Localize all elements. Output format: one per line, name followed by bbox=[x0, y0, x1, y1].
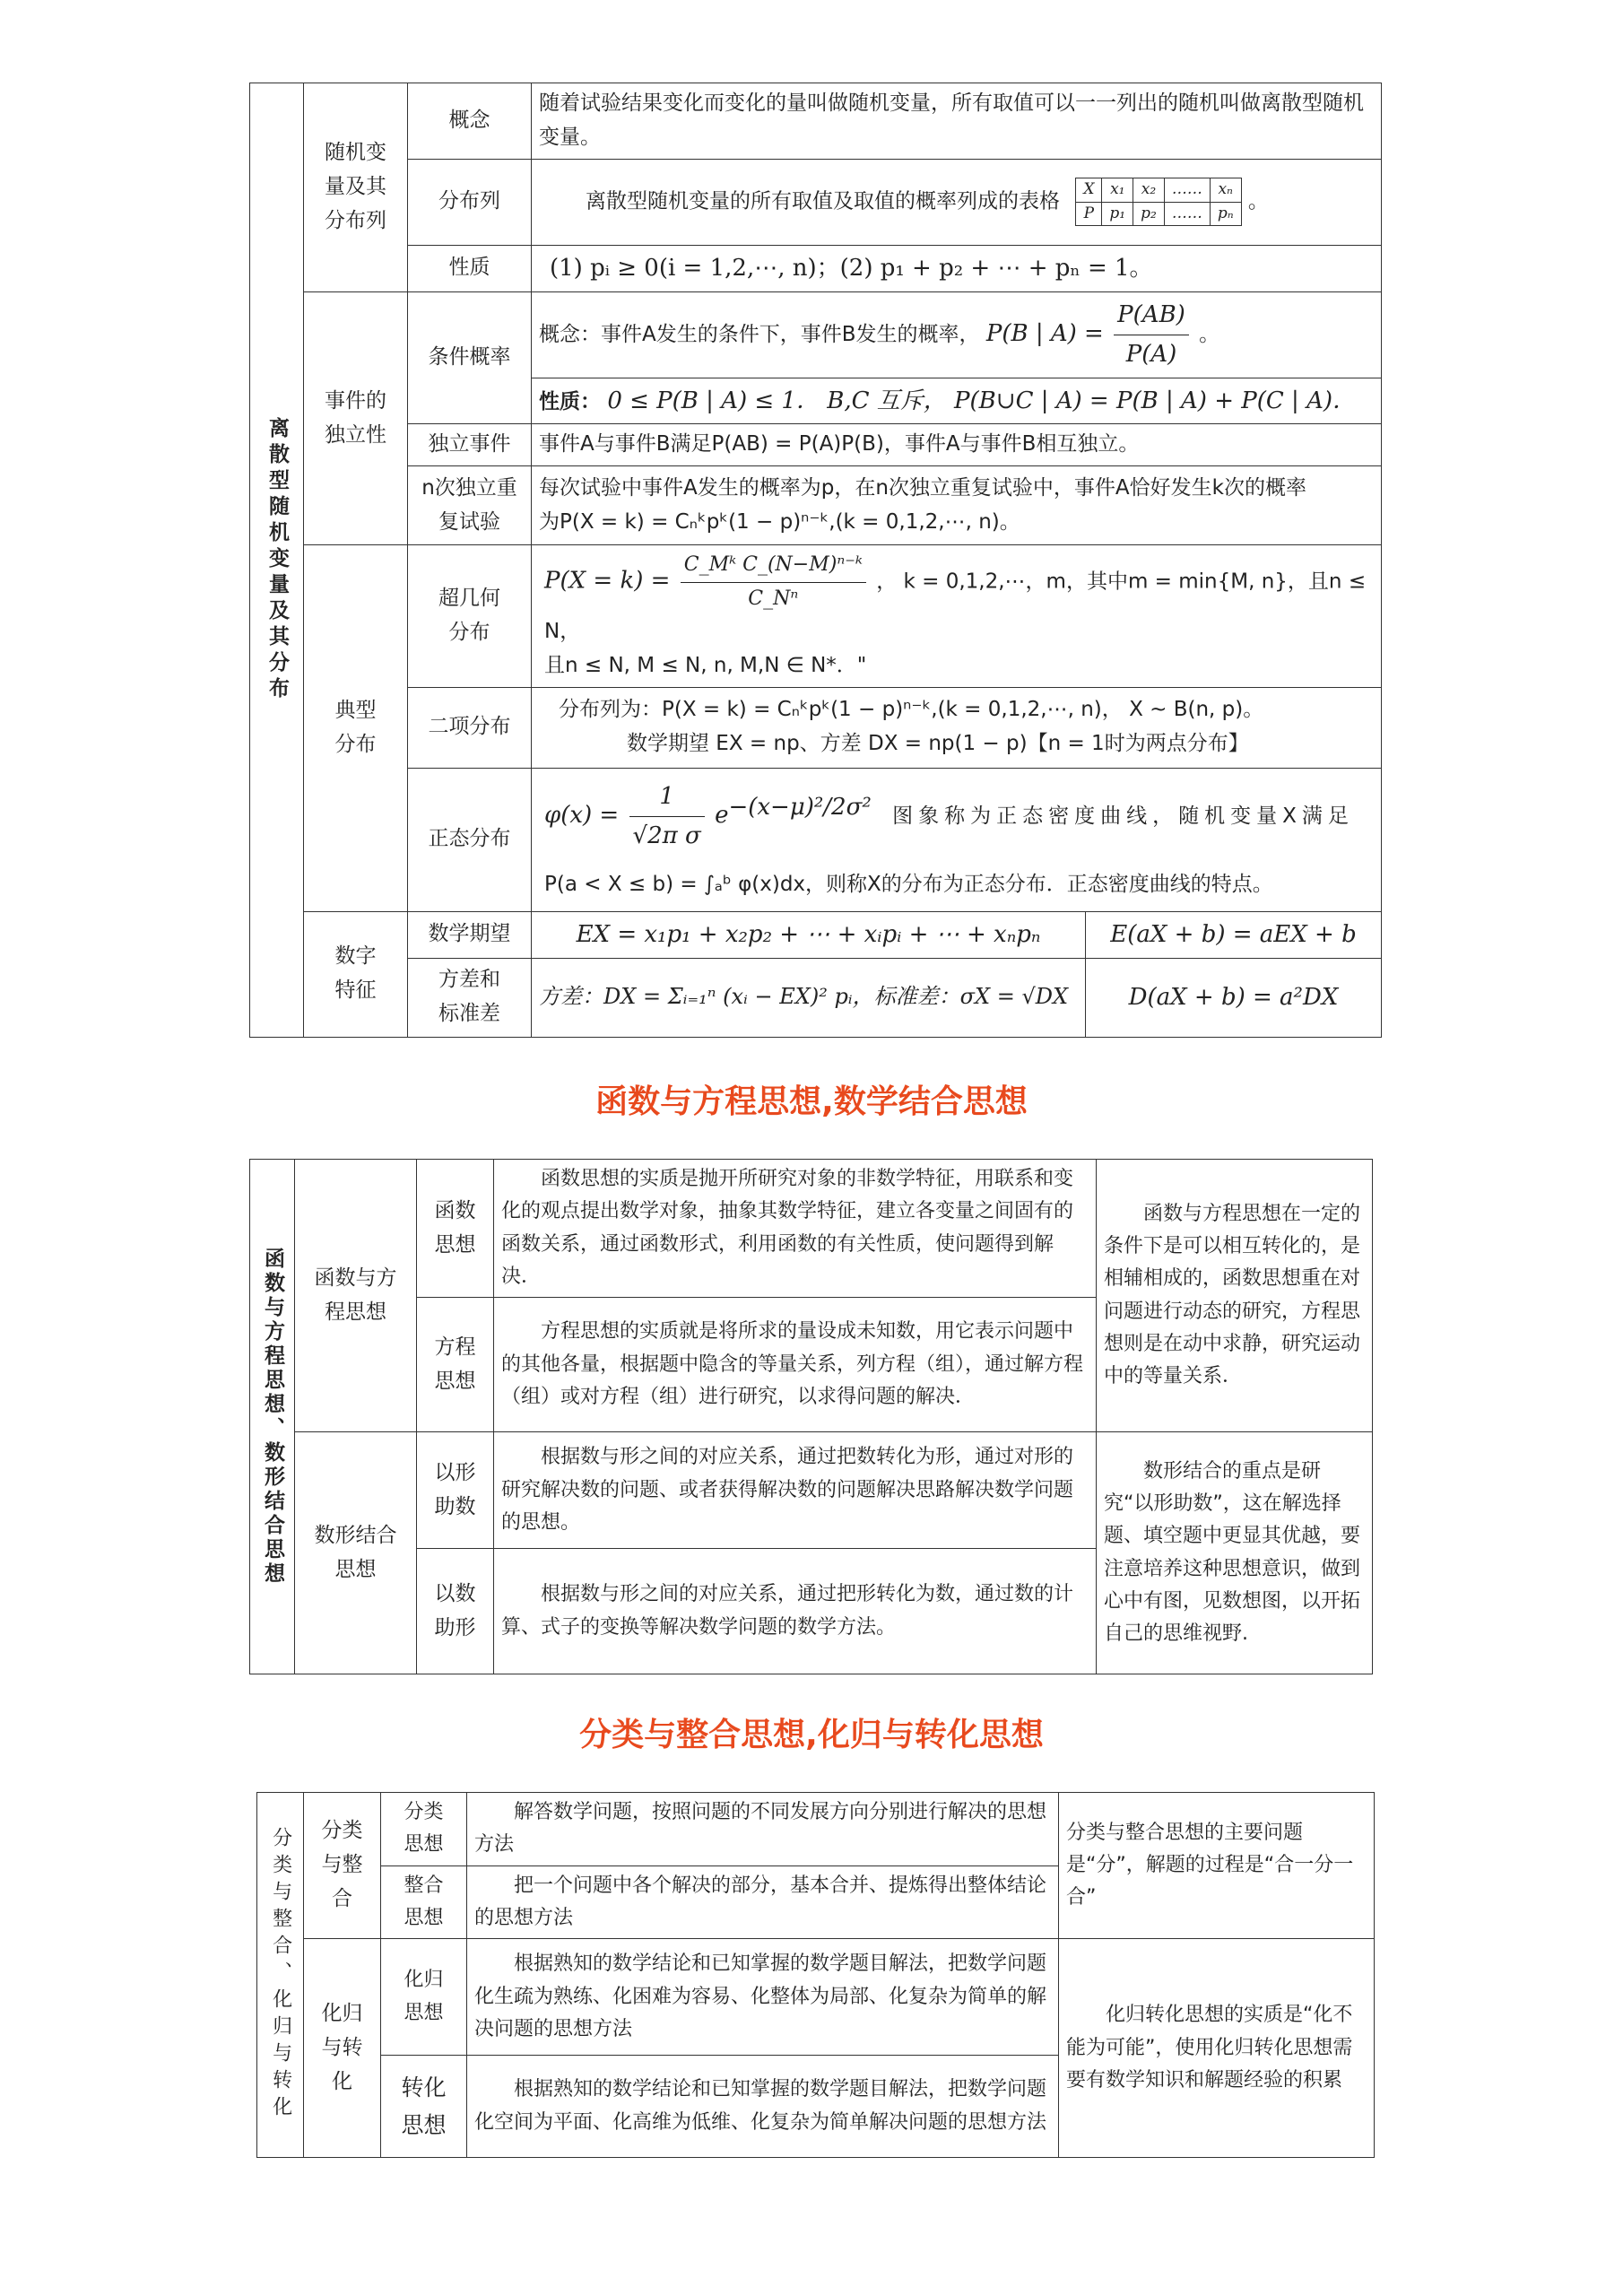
binomial-cell bbox=[532, 687, 1382, 768]
property-label: 性质 bbox=[408, 245, 532, 291]
function-equation-table bbox=[249, 1159, 1373, 1674]
expectation-linear: E(aX + b) = aEX + b bbox=[1086, 911, 1382, 958]
dist-cell: pₙ bbox=[1210, 202, 1241, 226]
hypergeometric-text-1: ， k = 0,1,2,⋯，m，其中m = min{M, n}，且n ≤ N， bbox=[544, 570, 1367, 643]
concept-text: 随着试验结果变化而变化的量叫做随机变量，所有取值可以一一列出的随机叫做离散型随机变量。 bbox=[532, 83, 1382, 160]
group-transformation: 化归与转化 bbox=[304, 1939, 381, 2158]
binomial-label: 二项分布 bbox=[408, 687, 532, 768]
integration-thought-label: 整合思想 bbox=[381, 1866, 467, 1939]
distribution-end: 。 bbox=[1247, 189, 1269, 213]
binomial-text-2: 数学期望 EX = np、方差 DX = np(1 − p)【n = 1时为两点分布】 bbox=[627, 732, 1249, 756]
conditional-numerator: P(AB) bbox=[1114, 296, 1189, 335]
hypergeometric-denominator: C_Nⁿ bbox=[748, 587, 799, 610]
classification-thought-text: 解答数学问题，按照问题的不同发展方向分别进行解决的思想方法 bbox=[467, 1793, 1059, 1866]
conditional-property-text: 0 ≤ P(B | A) ≤ 1． B,C 互斥， P(B∪C | A) = P(B | A) + P(C | A)． bbox=[607, 387, 1356, 414]
dist-cell: p₂ bbox=[1133, 202, 1165, 226]
distribution-text: 离散型随机变量的所有取值及取值的概率列成的表格 bbox=[586, 189, 1060, 213]
reduction-thought-text: 根据熟知的数学结论和已知掌握的数学题目解法，把数学问题化生疏为熟练、化困难为容易、化整体为局部、化复杂为简单的解决问题的思想方法 bbox=[467, 1939, 1059, 2056]
variance-text: 方差：DX = Σᵢ₌₁ⁿ (xᵢ − EX)² pᵢ，标准差：σX = √DX bbox=[532, 958, 1086, 1037]
hypergeometric-numerator: C_Mᵏ C_(N−M)ⁿ⁻ᵏ bbox=[681, 549, 866, 582]
classification-note: 分类与整合思想的主要问题是“分”，解题的过程是“合一分一合” bbox=[1059, 1793, 1375, 1939]
random-variable-table bbox=[249, 83, 1382, 1038]
n-trial-text-1: 每次试验中事件A发生的概率为p，在n次独立重复试验中，事件A恰好发生k次的概率 bbox=[539, 475, 1306, 500]
function-thought-label: 函数思想 bbox=[417, 1160, 494, 1298]
table2-side-title-text: 函数与方程思想、数形结合思想 bbox=[261, 1247, 285, 1587]
n-trial-text-2: 为P(X = k) = Cₙᵏpᵏ(1 − p)ⁿ⁻ᵏ,(k = 0,1,2,⋯, n)。 bbox=[539, 509, 1020, 534]
dist-cell: …… bbox=[1164, 178, 1210, 203]
function-equation-note: 函数与方程思想在一定的条件下是可以相互转化的，是相辅相成的，函数思想重在对问题进行动态的研究，方程思想则是在动中求静，研究运动中的等量关系． bbox=[1097, 1160, 1373, 1432]
table3-side-title bbox=[257, 1793, 304, 2158]
hypergeometric-fraction bbox=[681, 549, 866, 615]
group-typical-distribution: 典型分布 bbox=[304, 545, 408, 911]
reduction-thought-label: 化归思想 bbox=[381, 1939, 467, 2056]
hypergeometric-cell bbox=[532, 545, 1382, 687]
variance-linear: D(aX + b) = a²DX bbox=[1086, 958, 1382, 1037]
conversion-thought-label: 转化思想 bbox=[381, 2056, 467, 2158]
normal-text-1: 图象称为正态密度曲线，随机变量X满足 bbox=[892, 804, 1354, 828]
conditional-formula-lhs: P(B | A) = bbox=[985, 319, 1104, 347]
variance-label: 方差和标准差 bbox=[408, 958, 532, 1037]
table1-side-title-text: 离散型随机变量及其分布 bbox=[265, 416, 290, 703]
conditional-property bbox=[532, 378, 1382, 424]
conversion-thought-text: 根据熟知的数学结论和已知掌握的数学题目解法，把数学问题化空间为平面、化高维为低维、化复杂为简单解决问题的思想方法 bbox=[467, 2056, 1059, 2158]
conditional-denominator: P(A) bbox=[1125, 340, 1177, 368]
shape-helps-number-label: 以形助数 bbox=[417, 1432, 494, 1549]
hypergeometric-lhs: P(X = k) = bbox=[544, 567, 671, 595]
group-classification: 分类与整合 bbox=[304, 1793, 381, 1939]
distribution-mini-table bbox=[1075, 178, 1241, 226]
conditional-concept bbox=[532, 291, 1382, 378]
group-function-equation: 函数与方程思想 bbox=[295, 1160, 417, 1432]
normal-exponent: −(x−μ)²/2σ² bbox=[728, 794, 872, 822]
number-helps-shape-text: 根据数与形之间的对应关系，通过把形转化为数，通过数的计算、式子的变换等解决数学问题的数学方法。 bbox=[494, 1549, 1097, 1674]
conditional-fraction bbox=[1114, 296, 1189, 374]
hypergeometric-text-2: 且n ≤ N, M ≤ N, n, M,N ∈ N*．" bbox=[544, 653, 867, 677]
normal-fraction bbox=[629, 778, 705, 856]
expectation-text: EX = x₁p₁ + x₂p₂ + ⋯ + xᵢpᵢ + ⋯ + xₙpₙ bbox=[532, 911, 1086, 958]
group-number-shape: 数形结合思想 bbox=[295, 1432, 417, 1674]
normal-exp-base: e bbox=[715, 801, 729, 829]
normal-label: 正态分布 bbox=[408, 768, 532, 911]
transformation-note: 化归转化思想的实质是“化不能为可能”，使用化归转化思想需要有数学知识和解题经验的积累 bbox=[1059, 1939, 1375, 2158]
expectation-label: 数学期望 bbox=[408, 911, 532, 958]
dist-cell: p₁ bbox=[1102, 202, 1133, 226]
section2-title: 函数与方程思想,数学结合思想 bbox=[595, 1083, 1028, 1120]
classification-thought-label: 分类思想 bbox=[381, 1793, 467, 1866]
n-trial-label: n次独立重复试验 bbox=[408, 466, 532, 545]
integration-thought-text: 把一个问题中各个解决的部分，基本合并、提炼得出整体结论的思想方法 bbox=[467, 1866, 1059, 1939]
property-text: (1) pᵢ ≥ 0(i = 1,2,⋯, n)；(2) p₁ + p₂ + ⋯ + pₙ = 1。 bbox=[532, 245, 1382, 291]
table2-side-title bbox=[250, 1160, 295, 1674]
group-random-variable: 随机变量及其分布列 bbox=[304, 83, 408, 292]
table3-side-title-text: 分类与整合、化归与转化 bbox=[269, 1827, 292, 2124]
normal-numerator: 1 bbox=[629, 778, 705, 817]
conditional-end: 。 bbox=[1199, 322, 1220, 346]
distribution-cell bbox=[532, 159, 1382, 245]
dist-cell: …… bbox=[1164, 202, 1210, 226]
dist-cell: x₁ bbox=[1102, 178, 1133, 203]
equation-thought-text: 方程思想的实质就是将所求的量设成未知数，用它表示问题中的其他各量，根据题中隐含的等量关系，列方程（组），通过解方程（组）或对方程（组）进行研究，以求得问题的解决． bbox=[494, 1298, 1097, 1432]
shape-helps-number-text: 根据数与形之间的对应关系，通过把数转化为形，通过对形的研究解决数的问题、或者获得解决数的问题解决思路解决数学问题的思想。 bbox=[494, 1432, 1097, 1549]
concept-label: 概念 bbox=[408, 83, 532, 160]
dist-cell: P bbox=[1076, 202, 1102, 226]
table1-side-title bbox=[250, 83, 304, 1038]
dist-cell: xₙ bbox=[1210, 178, 1241, 203]
section3-title: 分类与整合思想,化归与转化思想 bbox=[579, 1717, 1044, 1753]
conditional-concept-prefix: 概念：事件A发生的条件下，事件B发生的概率， bbox=[539, 322, 980, 346]
group-numeric-features: 数字特征 bbox=[304, 911, 408, 1037]
n-trial-cell bbox=[532, 466, 1382, 545]
dist-cell: X bbox=[1076, 178, 1102, 203]
conditional-prob-label: 条件概率 bbox=[408, 291, 532, 424]
conditional-property-label: 性质： bbox=[539, 389, 601, 413]
normal-lhs: φ(x) = bbox=[544, 801, 620, 829]
normal-cell bbox=[532, 768, 1382, 911]
number-helps-shape-label: 以数助形 bbox=[417, 1549, 494, 1674]
normal-denominator: √2π σ bbox=[632, 822, 701, 849]
distribution-label: 分布列 bbox=[408, 159, 532, 245]
function-thought-text: 函数思想的实质是抛开所研究对象的非数学特征，用联系和变化的观点提出数学对象，抽象其数学特征，建立各变量之间固有的函数关系，通过函数形式，利用函数的有关性质，使问题得到解决． bbox=[494, 1160, 1097, 1298]
hypergeometric-label: 超几何分布 bbox=[408, 545, 532, 687]
independent-event-text: 事件A与事件B满足P(AB) = P(A)P(B)，事件A与事件B相互独立。 bbox=[532, 424, 1382, 466]
equation-thought-label: 方程思想 bbox=[417, 1298, 494, 1432]
classification-transformation-table bbox=[256, 1792, 1375, 2158]
independent-event-label: 独立事件 bbox=[408, 424, 532, 466]
dist-cell: x₂ bbox=[1133, 178, 1165, 203]
normal-text-2: P(a < X ≤ b) = ∫ₐᵇ φ(x)dx，则称X的分布为正态分布．正态密度曲线的特点。 bbox=[544, 872, 1273, 896]
group-independence: 事件的独立性 bbox=[304, 291, 408, 545]
number-shape-note: 数形结合的重点是研究“以形助数”，这在解选择题、填空题中更显其优越，要注意培养这种思想意识，做到心中有图，见数想图，以开拓自己的思维视野. bbox=[1097, 1432, 1373, 1674]
binomial-text-1: 分布列为：P(X = k) = Cₙᵏpᵏ(1 − p)ⁿ⁻ᵏ,(k = 0,1,2,⋯, n)， X ~ B(n, p)。 bbox=[559, 698, 1264, 722]
